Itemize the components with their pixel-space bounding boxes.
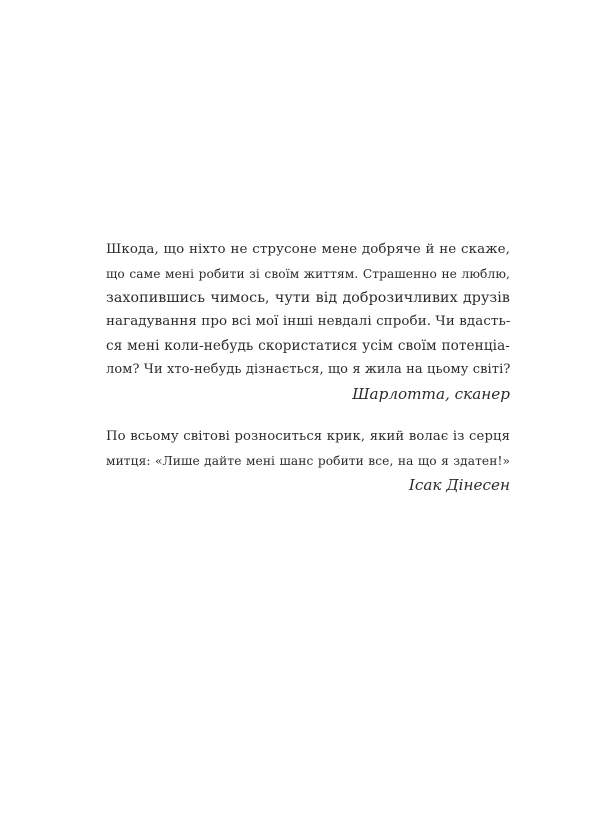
quote-attribution: Шарлотта, сканер xyxy=(352,385,510,403)
quote-line: нагадування про всі мої інші невдалі спроби. Чи вдасть- xyxy=(106,314,511,329)
quote-line: ся мені коли-небудь скористатися усім своїм потенціа- xyxy=(106,338,510,354)
quote-line: захопившись чимось, чути від доброзичливих друзів xyxy=(106,290,510,306)
epigraph-dinesen xyxy=(106,425,510,497)
quote-line: митця: «Лише дайте мені шанс робити все, на що я здатен!» xyxy=(106,454,510,468)
quote-line: По всьому світові розноситься крик, який волає із серця xyxy=(106,429,510,444)
quote-line: Шкода, що ніхто не струсоне мене добряче й не скаже, xyxy=(106,242,510,257)
quote-attribution: Ісак Дінесен xyxy=(408,476,510,494)
quote-line: що саме мені робити зі своїм життям. Страшенно не люблю, xyxy=(106,267,510,281)
epigraph-charlotte xyxy=(106,238,510,406)
quote-line: лом? Чи хто-небудь дізнається, що я жила на цьому світі? xyxy=(106,362,511,377)
